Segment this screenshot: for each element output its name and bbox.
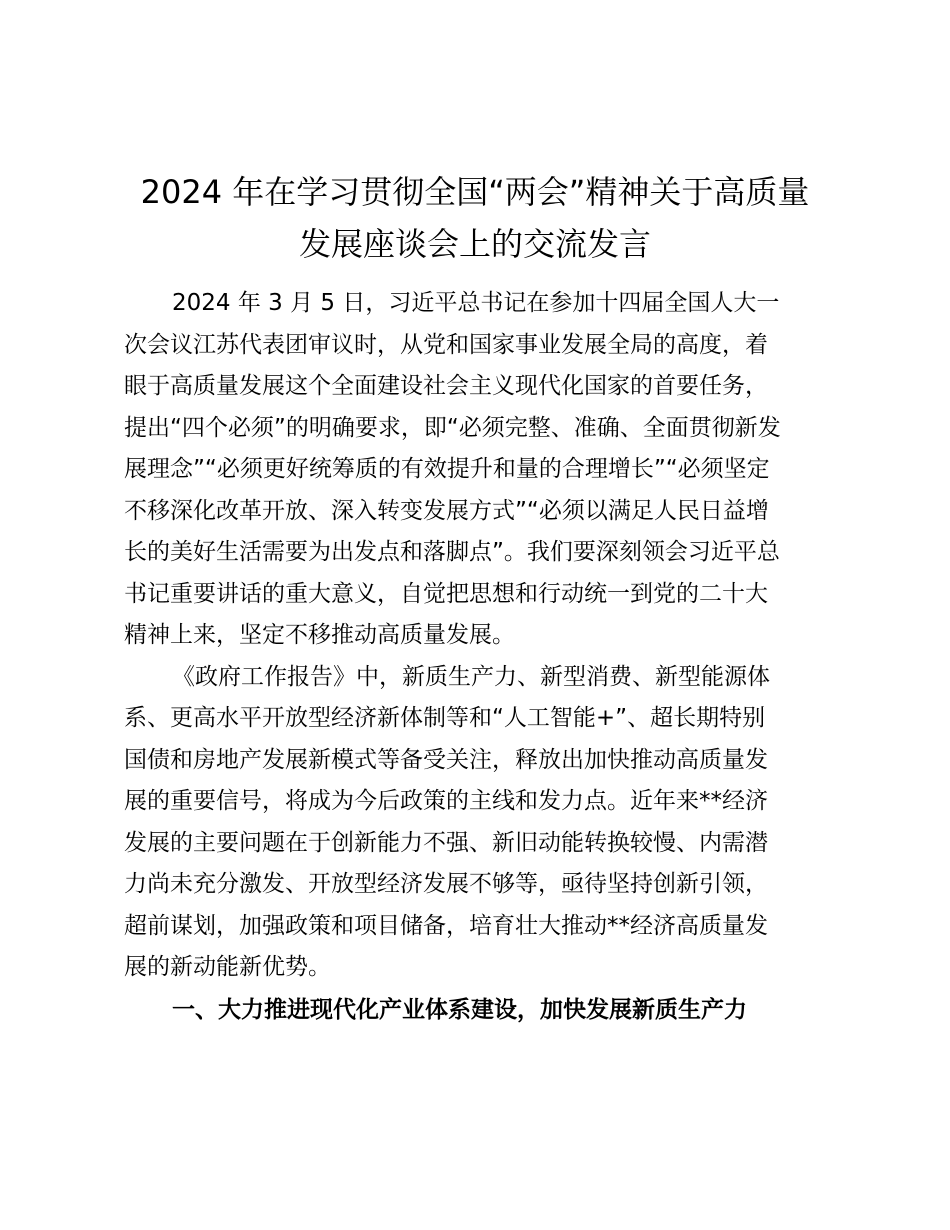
paragraph-1 [124, 283, 834, 657]
paragraph-line: 国债和房地产发展新模式等备受关注，释放出加快推动高质量发 [124, 746, 768, 773]
paragraph-line: 《政府工作报告》中，新质生产力、新型消费、新型能源体 [172, 663, 770, 690]
paragraph-line: 长的美好生活需要为出发点和落脚点”。我们要深刻领会习近平总 [124, 539, 780, 565]
paragraph-line: 发展的主要问题在于创新能力不强、新旧动能转换较慢、内需潜 [124, 829, 768, 856]
paragraph-line: 超前谋划，加强政策和项目储备，培育壮大推动**经济高质量发 [124, 912, 768, 939]
paragraph-line: 不移深化改革开放、深入转变发展方式”“必须以满足人民日益增 [124, 497, 769, 524]
paragraph-line: 眼于高质量发展这个全面建设社会主义现代化国家的首要任务， [124, 373, 768, 399]
paragraph-line: 展的重要信号，将成为今后政策的主线和发力点。近年来**经济 [124, 788, 768, 814]
paragraph-line: 力尚未充分激发、开放型经济发展不够等，亟待坚持创新引领， [124, 871, 768, 897]
paragraph-line: 提出“四个必须”的明确要求，即“必须完整、准确、全面贯彻新发 [124, 414, 781, 441]
paragraph-line: 展的新动能新优势。 [124, 954, 331, 980]
paragraph-line: 书记重要讲话的重大意义，自觉把思想和行动统一到党的二十大 [124, 580, 768, 607]
paragraph-line: 2024 年 3 月 5 日，习近平总书记在参加十四届全国人大一 [172, 290, 780, 316]
paragraph-line: 系、更高水平开放型经济新体制等和“人工智能+”、超长期特别 [124, 705, 766, 731]
paragraph-2 [124, 657, 834, 989]
paragraph-line: 精神上来，坚定不移推动高质量发展。 [124, 622, 515, 648]
document-body [124, 283, 834, 1030]
title-line-2: 发展座谈会上的交流发言 [298, 225, 651, 263]
section-heading: 一、大力推进现代化产业体系建设，加快发展新质生产力 [172, 995, 747, 1023]
paragraph-line: 次会议江苏代表团审议时，从党和国家事业发展全局的高度，着 [124, 331, 768, 358]
title-line-1: 2024 年在学习贯彻全国“两会”精神关于高质量 [140, 173, 810, 211]
paragraph-line: 展理念”“必须更好统筹质的有效提升和量的合理增长”“必须坚定 [124, 456, 770, 482]
document-title [100, 166, 850, 270]
